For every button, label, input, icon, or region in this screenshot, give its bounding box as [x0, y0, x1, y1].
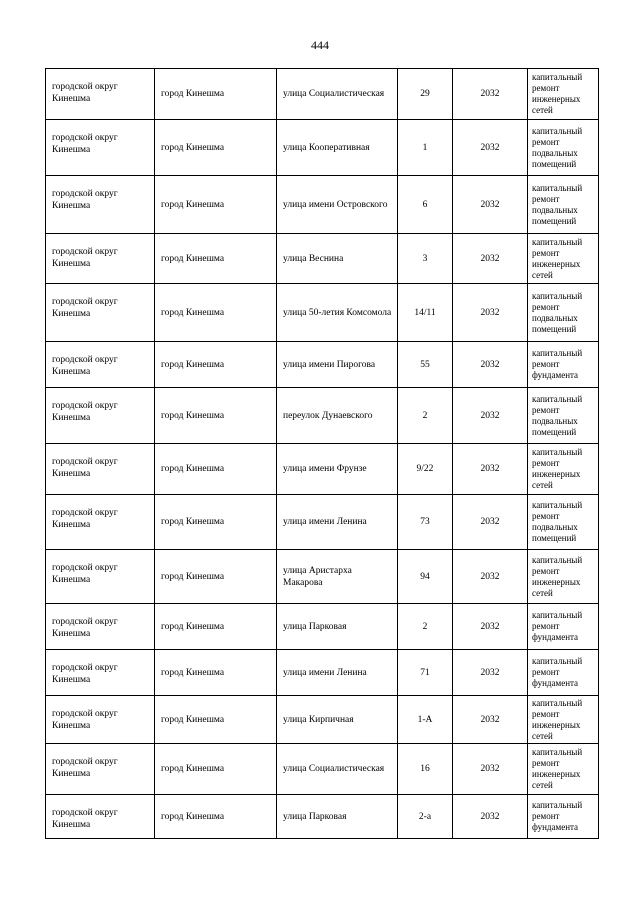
- table-row: [46, 120, 599, 176]
- table-row: [46, 234, 599, 284]
- settlement-cell: город Кинешма: [155, 284, 277, 342]
- street-cell: улица Социалистическая: [277, 69, 398, 120]
- settlement-cell: город Кинешма: [155, 388, 277, 444]
- house-number-cell: 6: [398, 176, 453, 234]
- settlement-cell: город Кинешма: [155, 495, 277, 550]
- table-row: [46, 795, 599, 839]
- year-cell: 2032: [453, 495, 528, 550]
- page-number: 444: [311, 38, 329, 52]
- work-type-cell: капитальный ремонт подвальных помещений: [528, 495, 599, 550]
- year-cell: 2032: [453, 284, 528, 342]
- municipality-cell: городской округ Кинешма: [46, 120, 155, 176]
- house-number-cell: 94: [398, 550, 453, 604]
- table-row: [46, 388, 599, 444]
- year-cell: 2032: [453, 650, 528, 696]
- settlement-cell: город Кинешма: [155, 604, 277, 650]
- settlement-cell: город Кинешма: [155, 744, 277, 795]
- year-cell: 2032: [453, 176, 528, 234]
- street-cell: улица Кооперативная: [277, 120, 398, 176]
- settlement-cell: город Кинешма: [155, 234, 277, 284]
- street-cell: улица Социалистическая: [277, 744, 398, 795]
- register-body: [46, 69, 599, 839]
- settlement-cell: город Кинешма: [155, 176, 277, 234]
- work-type-cell: капитальный ремонт инженерных сетей: [528, 69, 599, 120]
- house-number-cell: 73: [398, 495, 453, 550]
- settlement-cell: город Кинешма: [155, 650, 277, 696]
- house-number-cell: 29: [398, 69, 453, 120]
- year-cell: 2032: [453, 444, 528, 495]
- street-cell: улица Парковая: [277, 795, 398, 839]
- work-type-cell: капитальный ремонт фундамента: [528, 650, 599, 696]
- municipality-cell: городской округ Кинешма: [46, 388, 155, 444]
- municipality-cell: городской округ Кинешма: [46, 176, 155, 234]
- municipality-cell: городской округ Кинешма: [46, 342, 155, 388]
- table-row: [46, 69, 599, 120]
- year-cell: 2032: [453, 69, 528, 120]
- housing-register-table: [45, 68, 599, 839]
- street-cell: улица Аристарха Макарова: [277, 550, 398, 604]
- work-type-cell: капитальный ремонт подвальных помещений: [528, 284, 599, 342]
- year-cell: 2032: [453, 120, 528, 176]
- street-cell: улица Кирпичная: [277, 696, 398, 744]
- year-cell: 2032: [453, 696, 528, 744]
- street-cell: переулок Дунаевского: [277, 388, 398, 444]
- work-type-cell: капитальный ремонт фундамента: [528, 342, 599, 388]
- house-number-cell: 2-а: [398, 795, 453, 839]
- year-cell: 2032: [453, 604, 528, 650]
- work-type-cell: капитальный ремонт подвальных помещений: [528, 120, 599, 176]
- year-cell: 2032: [453, 342, 528, 388]
- street-cell: улица имени Ленина: [277, 650, 398, 696]
- municipality-cell: городской округ Кинешма: [46, 284, 155, 342]
- table-row: [46, 650, 599, 696]
- table-row: [46, 495, 599, 550]
- year-cell: 2032: [453, 388, 528, 444]
- house-number-cell: 9/22: [398, 444, 453, 495]
- settlement-cell: город Кинешма: [155, 795, 277, 839]
- work-type-cell: капитальный ремонт инженерных сетей: [528, 234, 599, 284]
- table-row: [46, 604, 599, 650]
- year-cell: 2032: [453, 744, 528, 795]
- house-number-cell: 71: [398, 650, 453, 696]
- municipality-cell: городской округ Кинешма: [46, 495, 155, 550]
- municipality-cell: городской округ Кинешма: [46, 69, 155, 120]
- house-number-cell: 14/11: [398, 284, 453, 342]
- settlement-cell: город Кинешма: [155, 120, 277, 176]
- municipality-cell: городской округ Кинешма: [46, 604, 155, 650]
- work-type-cell: капитальный ремонт инженерных сетей: [528, 744, 599, 795]
- municipality-cell: городской округ Кинешма: [46, 650, 155, 696]
- settlement-cell: город Кинешма: [155, 696, 277, 744]
- work-type-cell: капитальный ремонт фундамента: [528, 604, 599, 650]
- work-type-cell: капитальный ремонт инженерных сетей: [528, 696, 599, 744]
- settlement-cell: город Кинешма: [155, 342, 277, 388]
- street-cell: улица 50-летия Комсомола: [277, 284, 398, 342]
- work-type-cell: капитальный ремонт инженерных сетей: [528, 444, 599, 495]
- house-number-cell: 1: [398, 120, 453, 176]
- table-row: [46, 696, 599, 744]
- table-row: [46, 744, 599, 795]
- table-row: [46, 342, 599, 388]
- municipality-cell: городской округ Кинешма: [46, 234, 155, 284]
- street-cell: улица Веснина: [277, 234, 398, 284]
- work-type-cell: капитальный ремонт подвальных помещений: [528, 176, 599, 234]
- table-row: [46, 550, 599, 604]
- street-cell: улица имени Островского: [277, 176, 398, 234]
- house-number-cell: 2: [398, 388, 453, 444]
- settlement-cell: город Кинешма: [155, 444, 277, 495]
- house-number-cell: 1-А: [398, 696, 453, 744]
- municipality-cell: городской округ Кинешма: [46, 795, 155, 839]
- municipality-cell: городской округ Кинешма: [46, 744, 155, 795]
- street-cell: улица имени Фрунзе: [277, 444, 398, 495]
- work-type-cell: капитальный ремонт фундамента: [528, 795, 599, 839]
- municipality-cell: городской округ Кинешма: [46, 444, 155, 495]
- table-row: [46, 176, 599, 234]
- year-cell: 2032: [453, 234, 528, 284]
- municipality-cell: городской округ Кинешма: [46, 696, 155, 744]
- table-row: [46, 444, 599, 495]
- table-row: [46, 284, 599, 342]
- work-type-cell: капитальный ремонт инженерных сетей: [528, 550, 599, 604]
- year-cell: 2032: [453, 550, 528, 604]
- street-cell: улица имени Ленина: [277, 495, 398, 550]
- work-type-cell: капитальный ремонт подвальных помещений: [528, 388, 599, 444]
- settlement-cell: город Кинешма: [155, 69, 277, 120]
- street-cell: улица имени Пирогова: [277, 342, 398, 388]
- house-number-cell: 55: [398, 342, 453, 388]
- year-cell: 2032: [453, 795, 528, 839]
- house-number-cell: 2: [398, 604, 453, 650]
- house-number-cell: 16: [398, 744, 453, 795]
- house-number-cell: 3: [398, 234, 453, 284]
- settlement-cell: город Кинешма: [155, 550, 277, 604]
- municipality-cell: городской округ Кинешма: [46, 550, 155, 604]
- street-cell: улица Парковая: [277, 604, 398, 650]
